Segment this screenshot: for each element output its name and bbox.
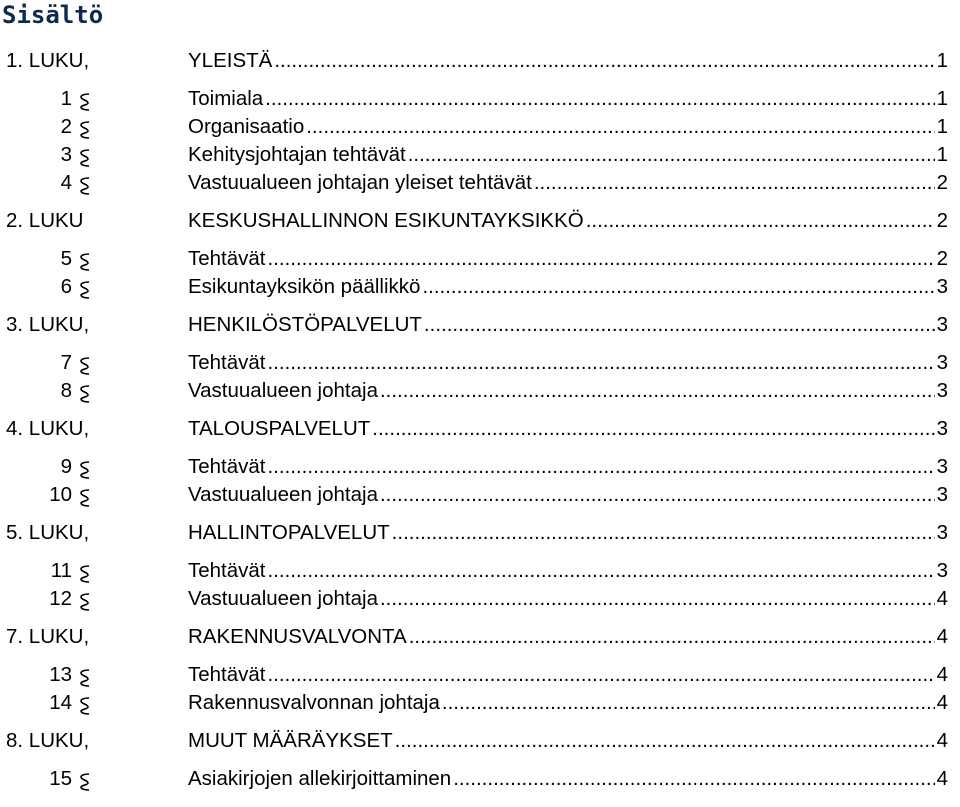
page-number: 1	[936, 115, 948, 138]
toc-entry	[188, 585, 948, 613]
toc-section-row	[0, 661, 960, 689]
toc-chapter-row	[0, 519, 960, 547]
section-sign-icon	[78, 120, 91, 140]
section-title: Vastuualueen johtaja	[188, 587, 378, 610]
section-sign-icon	[78, 384, 91, 404]
chapter-title: MUUT MÄÄRÄYKSET	[188, 729, 393, 752]
section-number: 13	[49, 663, 72, 686]
dot-leader	[380, 585, 935, 613]
page-number: 3	[936, 313, 948, 336]
section-title: Tehtävät	[188, 663, 266, 686]
dot-leader	[268, 453, 935, 481]
page-number: 3	[936, 483, 948, 506]
toc-entry	[188, 207, 948, 235]
section-title: Tehtävät	[188, 351, 266, 374]
page-number: 2	[936, 209, 948, 232]
dot-leader	[380, 377, 935, 405]
dot-leader	[274, 47, 934, 75]
toc-section-row	[0, 141, 960, 169]
toc-entry	[188, 415, 948, 443]
dot-leader	[265, 85, 934, 113]
page-number: 4	[936, 625, 948, 648]
section-title: Vastuualueen johtaja	[188, 483, 378, 506]
toc-title: Sisältö	[2, 1, 104, 29]
section-number: 10	[49, 483, 72, 506]
section-title: Vastuualueen johtaja	[188, 379, 378, 402]
toc-section-row	[0, 765, 960, 793]
toc-entry	[188, 453, 948, 481]
section-number: 9	[60, 455, 72, 478]
section-number: 8	[60, 379, 72, 402]
section-sign-icon	[78, 696, 91, 716]
dot-leader	[422, 273, 934, 301]
chapter-number: 1. LUKU,	[6, 49, 90, 72]
toc-section-row	[0, 377, 960, 405]
chapter-number: 3. LUKU,	[6, 313, 90, 336]
dot-leader	[268, 661, 935, 689]
toc-section-row	[0, 557, 960, 585]
section-sign-icon	[78, 176, 91, 196]
toc-section-row	[0, 689, 960, 717]
toc-chapter-row	[0, 207, 960, 235]
dot-leader	[409, 623, 935, 651]
toc-chapter-row	[0, 623, 960, 651]
toc-section-row	[0, 453, 960, 481]
page-number: 1	[936, 143, 948, 166]
page-number: 1	[936, 49, 948, 72]
dot-leader	[534, 169, 935, 197]
chapter-title: HENKILÖSTÖPALVELUT	[188, 313, 422, 336]
page-number: 3	[936, 455, 948, 478]
dot-leader	[268, 349, 935, 377]
section-number: 11	[50, 559, 72, 582]
toc-entry	[188, 245, 948, 273]
page-number: 4	[936, 767, 948, 790]
toc-section-row	[0, 481, 960, 509]
section-number: 2	[60, 115, 72, 138]
dot-leader	[442, 689, 935, 717]
toc-entry	[188, 141, 948, 169]
page-number: 4	[936, 587, 948, 610]
toc-entry	[188, 349, 948, 377]
section-title: Esikuntayksikön päällikkö	[188, 275, 421, 298]
section-title: Kehitysjohtajan tehtävät	[188, 143, 406, 166]
section-title: Vastuualueen johtajan yleiset tehtävät	[188, 171, 532, 194]
toc-section-row	[0, 245, 960, 273]
toc-entry	[188, 519, 948, 547]
toc-section-row	[0, 85, 960, 113]
toc-entry	[188, 377, 948, 405]
page-number: 3	[936, 417, 948, 440]
section-sign-icon	[78, 252, 91, 272]
section-number: 3	[60, 143, 72, 166]
section-number: 15	[49, 767, 72, 790]
page-number: 1	[936, 87, 948, 110]
chapter-number: 4. LUKU,	[6, 417, 90, 440]
chapter-title: RAKENNUSVALVONTA	[188, 625, 407, 648]
dot-leader	[268, 557, 935, 585]
chapter-number: 8. LUKU,	[6, 729, 90, 752]
page-number: 3	[936, 559, 948, 582]
section-number: 4	[60, 171, 72, 194]
dot-leader	[372, 415, 934, 443]
chapter-title: KESKUSHALLINNON ESIKUNTAYKSIKKÖ	[188, 209, 584, 232]
section-number: 1	[60, 87, 72, 110]
toc-entry	[188, 765, 948, 793]
toc-section-row	[0, 349, 960, 377]
toc-section-row	[0, 585, 960, 613]
section-sign-icon	[78, 148, 91, 168]
toc-chapter-row	[0, 311, 960, 339]
chapter-number: 5. LUKU,	[6, 521, 90, 544]
dot-leader	[392, 519, 935, 547]
page-number: 4	[936, 729, 948, 752]
section-sign-icon	[78, 564, 91, 584]
toc-section-row	[0, 273, 960, 301]
page-number: 4	[936, 691, 948, 714]
page-number: 3	[936, 379, 948, 402]
page-number: 3	[936, 351, 948, 374]
section-sign-icon	[78, 772, 91, 792]
toc-entry	[188, 169, 948, 197]
toc-entry	[188, 623, 948, 651]
section-title: Tehtävät	[188, 455, 266, 478]
toc-chapter-row	[0, 727, 960, 755]
toc-entry	[188, 273, 948, 301]
section-title: Organisaatio	[188, 115, 305, 138]
page-number: 3	[936, 521, 948, 544]
section-number: 7	[60, 351, 72, 374]
section-sign-icon	[78, 92, 91, 112]
toc-entry	[188, 661, 948, 689]
toc-entry	[188, 727, 948, 755]
toc-entry	[188, 113, 948, 141]
chapter-title: YLEISTÄ	[188, 49, 273, 72]
dot-leader	[453, 765, 934, 793]
dot-leader	[306, 113, 934, 141]
page-number: 4	[936, 663, 948, 686]
section-sign-icon	[78, 668, 91, 688]
toc-chapter-row	[0, 47, 960, 75]
toc-chapter-row	[0, 415, 960, 443]
section-number: 5	[60, 247, 72, 270]
dot-leader	[586, 207, 935, 235]
section-title: Asiakirjojen allekirjoittaminen	[188, 767, 452, 790]
page-number: 3	[936, 275, 948, 298]
section-sign-icon	[78, 488, 91, 508]
toc-section-row	[0, 113, 960, 141]
toc-entry	[188, 689, 948, 717]
section-sign-icon	[78, 592, 91, 612]
dot-leader	[408, 141, 935, 169]
toc-entry	[188, 85, 948, 113]
chapter-title: HALLINTOPALVELUT	[188, 521, 390, 544]
toc-entry	[188, 311, 948, 339]
page-number: 2	[936, 171, 948, 194]
toc-section-row	[0, 169, 960, 197]
section-number: 14	[49, 691, 72, 714]
dot-leader	[268, 245, 935, 273]
section-title: Toimiala	[188, 87, 264, 110]
section-title: Tehtävät	[188, 247, 266, 270]
chapter-number: 2. LUKU	[6, 209, 84, 232]
section-title: Tehtävät	[188, 559, 266, 582]
page-number: 2	[936, 247, 948, 270]
toc-entry	[188, 47, 948, 75]
section-number: 12	[49, 587, 72, 610]
dot-leader	[395, 727, 935, 755]
section-sign-icon	[78, 460, 91, 480]
toc-entry	[188, 557, 948, 585]
section-number: 6	[60, 275, 72, 298]
dot-leader	[424, 311, 935, 339]
chapter-title: TALOUSPALVELUT	[188, 417, 371, 440]
section-sign-icon	[78, 356, 91, 376]
toc-entry	[188, 481, 948, 509]
section-sign-icon	[78, 280, 91, 300]
chapter-number: 7. LUKU,	[6, 625, 90, 648]
dot-leader	[380, 481, 935, 509]
section-title: Rakennusvalvonnan johtaja	[188, 691, 440, 714]
